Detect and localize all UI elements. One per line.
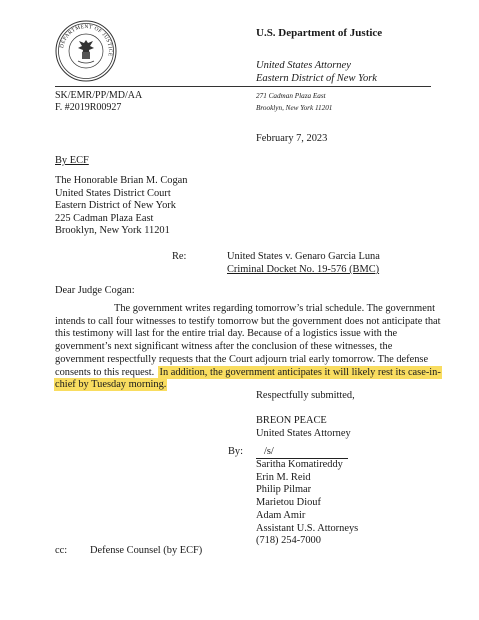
- letter-date: February 7, 2023: [256, 133, 328, 144]
- attorney-name: Marietou Diouf: [256, 497, 321, 509]
- office-line-1: United States Attorney: [256, 60, 351, 71]
- reference-file-number: F. #2019R00927: [55, 102, 122, 113]
- highlighted-text: chief by Tuesday morning.: [55, 379, 167, 391]
- complimentary-close: Respectfully submitted,: [256, 390, 355, 401]
- body-line: intends to call four witnesses to testify tomorrow but the government does not anticipate that: [55, 315, 441, 327]
- body-line: this testimony will last for the entire trial day. Because of a logistics issue with the: [55, 328, 398, 340]
- letterhead-divider: [55, 86, 431, 87]
- re-label: Re:: [172, 251, 187, 262]
- closing-block: [256, 390, 355, 441]
- delivery-method: By ECF: [55, 155, 89, 166]
- cc-recipient: Defense Counsel (by ECF): [90, 545, 203, 556]
- re-case-name: United States v. Genaro Garcia Luna: [227, 251, 380, 262]
- highlighted-text: In addition, the government anticipates it will likely rest its case-in-: [159, 366, 441, 378]
- body-line: government’s next significant witness after the conclusion of these witnesses, the: [55, 341, 393, 353]
- signatory-title: United States Attorney: [256, 428, 351, 440]
- attorney-list: [256, 459, 358, 548]
- doj-seal-icon: [55, 20, 117, 82]
- cc-label: cc:: [55, 545, 68, 556]
- addressee-line: United States District Court: [55, 187, 171, 199]
- body-line: The government writes regarding tomorrow’s trial schedule. The government: [114, 303, 435, 314]
- attorney-name: Adam Amir: [256, 509, 306, 521]
- by-label: By:: [228, 446, 244, 457]
- attorney-name: Philip Pilmar: [256, 484, 312, 496]
- attorney-title: Assistant U.S. Attorneys: [256, 522, 359, 534]
- addressee-line: 225 Cadman Plaza East: [55, 212, 154, 224]
- attorney-name: Erin M. Reid: [256, 471, 311, 483]
- re-docket-number: Criminal Docket No. 19-576 (BMC): [227, 264, 380, 275]
- signature-mark: /s/: [264, 446, 274, 457]
- department-name: U.S. Department of Justice: [256, 27, 383, 39]
- salutation: Dear Judge Cogan:: [55, 285, 135, 296]
- addressee-block: [55, 175, 187, 238]
- attorney-name: Saritha Komatireddy: [256, 459, 343, 470]
- seal-text: DEPARTMENT OF JUSTICE: [59, 23, 114, 57]
- body-line: [55, 366, 441, 380]
- body-line: government respectfully requests that the Court adjourn trial early tomorrow. The defense: [55, 353, 429, 365]
- office-address-line-2: Brooklyn, New York 11201: [256, 104, 333, 112]
- addressee-line: Brooklyn, New York 11201: [55, 225, 170, 237]
- addressee-line: The Honorable Brian M. Cogan: [55, 175, 188, 186]
- reference-initials: SK/EMR/PP/MD/AA: [55, 90, 143, 101]
- office-address-line-1: 271 Cadman Plaza East: [256, 92, 326, 100]
- body-line: [55, 379, 435, 392]
- office-line-2: Eastern District of New York: [256, 73, 377, 84]
- attorney-phone: (718) 254-7000: [256, 535, 321, 547]
- body-paragraph: [55, 303, 441, 392]
- signatory-name: BREON PEACE: [256, 415, 327, 427]
- body-text: consents to this request.: [55, 366, 160, 378]
- addressee-line: Eastern District of New York: [55, 200, 176, 212]
